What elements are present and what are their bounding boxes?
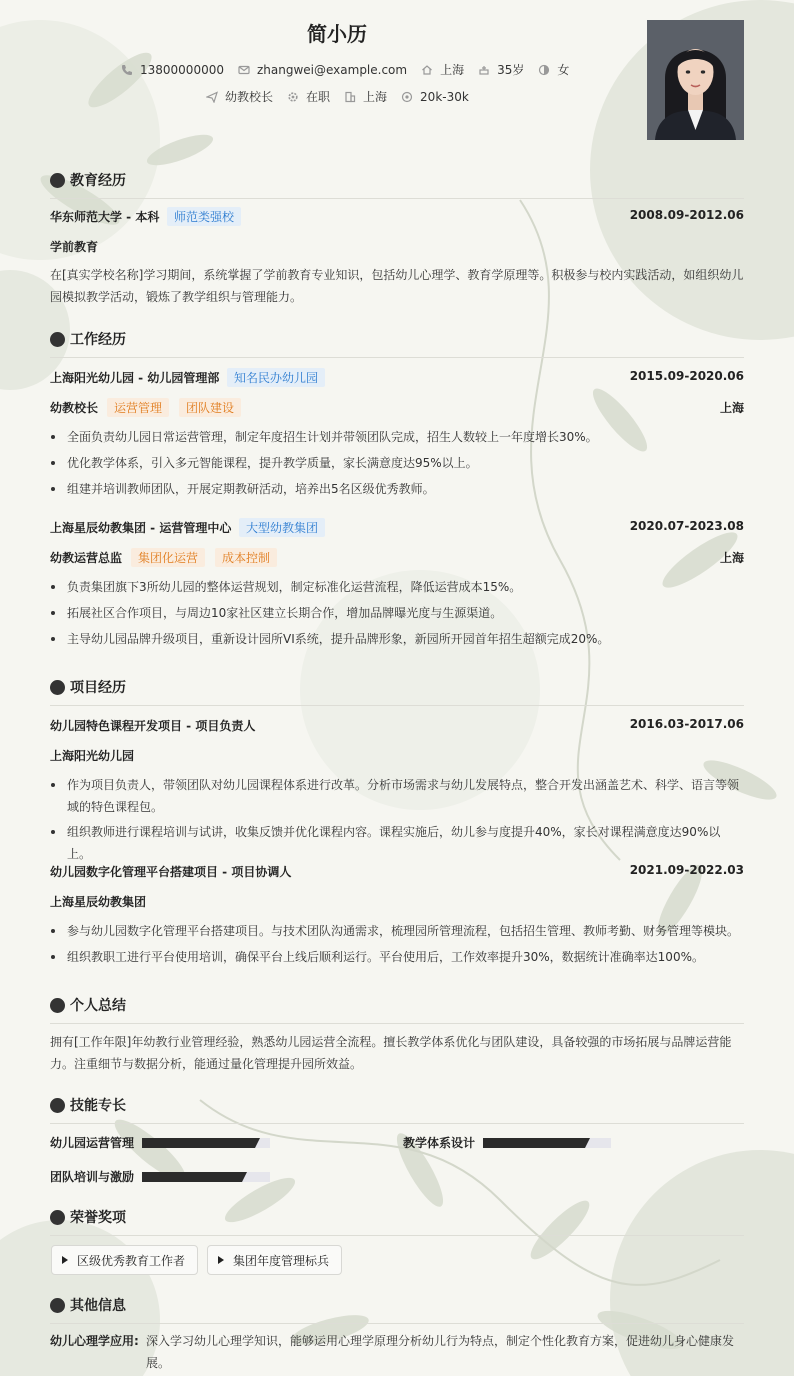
section-divider (50, 1023, 744, 1024)
job-bullet: 组建并培训教师团队，开展定期教研活动，培养出5名区级优秀教师。 (50, 478, 744, 500)
job-bullet: 负责集团旗下3所幼儿园的整体运营规划，制定标准化运营流程，降低运营成本15%。 (50, 576, 744, 598)
section-divider (50, 198, 744, 199)
award-label: 集团年度管理标兵 (233, 1253, 330, 1268)
summary-title: 个人总结 (70, 998, 126, 1014)
cake-icon (478, 64, 490, 76)
status-item (287, 88, 330, 105)
section-divider (50, 1323, 744, 1324)
job-tag: 成本控制 (215, 548, 277, 567)
job-date: 2020.07-2023.08 (629, 519, 744, 533)
chart-icon (50, 1098, 65, 1113)
education-title: 教育经历 (70, 173, 126, 189)
summary-section-header (50, 994, 744, 1018)
other-title: 其他信息 (70, 1298, 126, 1314)
school-tag: 师范类强校 (167, 207, 241, 226)
summary-text: 拥有[工作年限]年幼教行业管理经验，熟悉幼儿园运营全流程。擅长教学体系优化与团队建设，具备较强的市场拓展与品牌运营能力。注重细节与数据分析，能通过量化管理提升园所效益。 (50, 1035, 732, 1071)
portrait-illustration (647, 20, 744, 140)
job-tag: 运营管理 (107, 398, 169, 417)
project-bullet: 组织教师进行课程培训与试讲，收集反馈并优化课程内容。课程实施后，幼儿参与度提升40%，家长对课程满意度达90%以上。 (50, 821, 744, 865)
job-role: 幼教校长 (50, 401, 99, 415)
project-date: 2016.03-2017.06 (629, 717, 744, 731)
job-tag: 集团化运营 (131, 548, 205, 567)
work-section-header (50, 328, 744, 352)
briefcase-icon (50, 332, 65, 347)
position-item (206, 88, 273, 105)
project-bullet: 参与幼儿园数字化管理平台搭建项目。与技术团队沟通需求，梳理园所管理流程，包括招生管理、教师考勤、财务管理等模块。 (50, 920, 744, 942)
work-title: 工作经历 (70, 332, 126, 348)
job-company: 上海阳光幼儿园 - 幼儿园管理部 (50, 371, 220, 385)
job-bullet: 优化教学体系，引入多元智能课程，提升教学质量，家长满意度达95%以上。 (50, 452, 744, 474)
other-text: 深入学习幼儿心理学知识，能够运用心理学原理分析幼儿行为特点，制定个性化教育方案，促进幼儿身心健康发展。 (146, 1334, 735, 1370)
contact-row (121, 61, 583, 78)
phone-text: 13800000000 (140, 62, 224, 77)
project-bullet: 组织教职工进行平台使用培训，确保平台上线后顺利运行。平台使用后，工作效率提升30%，数据统计准确率达100%。 (50, 946, 744, 968)
target-city-item (344, 88, 387, 105)
info-icon (50, 1298, 65, 1313)
section-divider (50, 1123, 744, 1124)
project-org: 上海阳光幼儿园 (50, 749, 135, 763)
skill-level-fill (483, 1138, 585, 1148)
company-tag: 大型幼教集团 (239, 518, 325, 537)
phone-icon (121, 64, 133, 76)
school-name: 华东师范大学 - 本科 (50, 210, 160, 224)
job-company: 上海星辰幼教集团 - 运营管理中心 (50, 521, 232, 535)
education-desc: 在[真实学校名称]学习期间，系统掌握了学前教育专业知识，包括幼儿心理学、教育学原理等。积极参与校内实践活动，如组织幼儿园模拟教学活动，锻炼了教学组织与管理能力。 (50, 268, 744, 304)
education-section-header (50, 169, 744, 193)
age-text: 35岁 (497, 63, 525, 77)
candidate-name: 简小历 (307, 22, 367, 46)
job-date: 2015.09-2020.06 (629, 369, 744, 383)
projects-section-header (50, 676, 744, 700)
gear-icon (287, 91, 299, 103)
skill-level-fill (142, 1138, 255, 1148)
project-name: 幼儿园数字化管理平台搭建项目 - 项目协调人 (50, 865, 292, 879)
email-text: zhangwei@example.com (256, 62, 408, 77)
awards-title: 荣誉奖项 (70, 1210, 126, 1226)
play-icon (218, 1256, 224, 1264)
project-name: 幼儿园特色课程开发项目 - 项目负责人 (50, 719, 256, 733)
awards-section-header (50, 1206, 744, 1230)
city-item (421, 61, 464, 78)
other-label: 幼儿心理学应用: (50, 1334, 139, 1348)
project-org: 上海星辰幼教集团 (50, 895, 147, 909)
skill-bar (483, 1138, 611, 1148)
projects-title: 项目经历 (70, 680, 126, 696)
building-icon (344, 91, 356, 103)
job-intent-row (206, 88, 483, 105)
job-bullet: 全面负责幼儿园日常运营管理，制定年度招生计划并带领团队完成，招生人数较上一年度增长30%。 (50, 426, 744, 448)
award-item (207, 1245, 342, 1275)
position-text: 幼教校长 (225, 90, 274, 104)
company-tag: 知名民办幼儿园 (227, 368, 325, 387)
skill-name: 幼儿园运营管理 (50, 1136, 135, 1150)
skill-name: 团队培训与激励 (50, 1170, 135, 1184)
status-text: 在职 (306, 90, 331, 104)
target-city-text: 上海 (363, 90, 388, 104)
project-bullet: 作为项目负责人，带领团队对幼儿园课程体系进行改革。分析市场需求与幼儿发展特点，整合开发出涵盖艺术、科学、语言等领域的特色课程包。 (50, 774, 744, 818)
grid-icon (50, 680, 65, 695)
salary-item (401, 90, 469, 104)
job-tag: 团队建设 (179, 398, 241, 417)
send-icon (206, 91, 218, 103)
skill-level-fill (142, 1172, 242, 1182)
phone-item (121, 63, 224, 77)
gender-icon (538, 64, 550, 76)
award-icon (50, 1210, 65, 1225)
project-date: 2021.09-2022.03 (629, 863, 744, 877)
profile-photo (647, 20, 744, 140)
gender-text: 女 (557, 63, 570, 77)
skill-bar (142, 1172, 270, 1182)
job-bullet: 拓展社区合作项目，与周边10家社区建立长期合作，增加品牌曝光度与生源渠道。 (50, 602, 744, 624)
gender-item (538, 61, 569, 78)
play-icon (62, 1256, 68, 1264)
email-icon (238, 64, 250, 76)
section-divider (50, 705, 744, 706)
job-role: 幼教运营总监 (50, 551, 123, 565)
skill-bar (142, 1138, 270, 1148)
skills-title: 技能专长 (70, 1098, 126, 1114)
money-icon (401, 91, 413, 103)
section-divider (50, 357, 744, 358)
home-icon (421, 64, 433, 76)
user-icon (50, 998, 65, 1013)
other-section-header (50, 1294, 744, 1318)
email-item (238, 63, 407, 77)
education-date: 2008.09-2012.06 (629, 208, 744, 222)
major: 学前教育 (50, 240, 99, 254)
award-item (51, 1245, 198, 1275)
age-item (478, 61, 524, 78)
skills-section-header (50, 1094, 744, 1118)
award-label: 区级优秀教育工作者 (77, 1253, 186, 1268)
job-bullet: 主导幼儿园品牌升级项目，重新设计园所VI系统，提升品牌形象，新园所开园首年招生超额完成20%。 (50, 628, 744, 650)
graduation-cap-icon (50, 173, 65, 188)
city-text: 上海 (440, 63, 465, 77)
job-city: 上海 (719, 551, 744, 565)
job-city: 上海 (719, 401, 744, 415)
salary-text: 20k-30k (420, 89, 469, 104)
skill-name: 教学体系设计 (403, 1136, 476, 1150)
section-divider (50, 1235, 744, 1236)
